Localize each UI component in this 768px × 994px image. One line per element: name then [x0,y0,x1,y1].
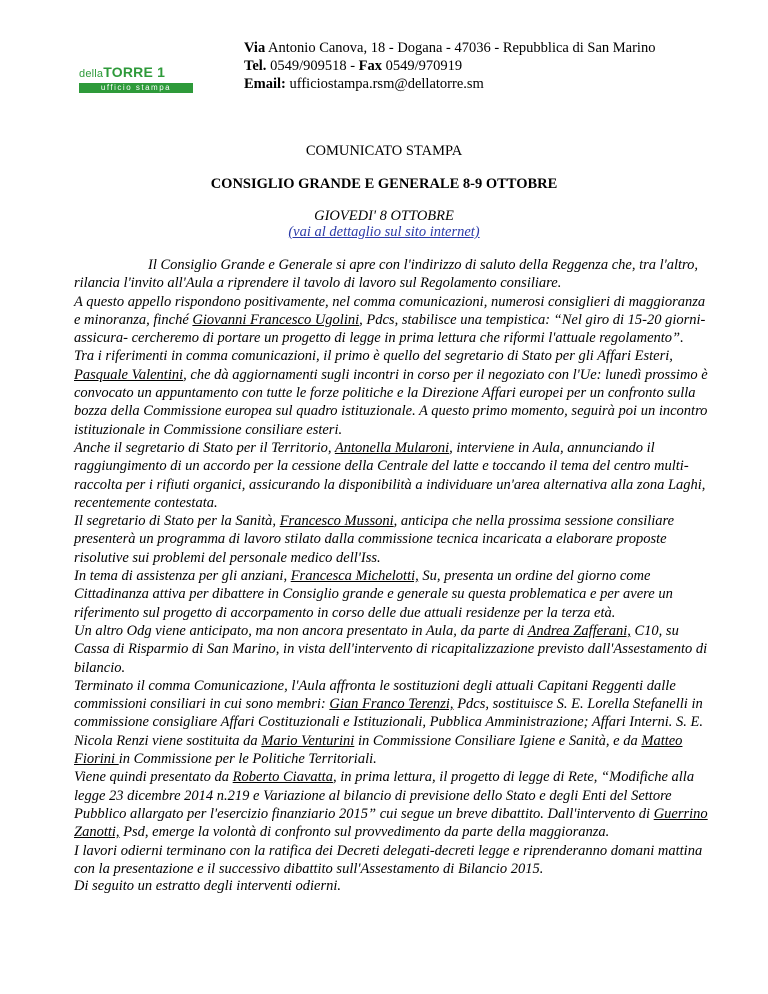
person-name: Francesco Mussoni [279,513,394,530]
person-name: Guerrino Zanotti, [74,805,708,841]
person-name: Gian Franco Terenzi, [329,696,454,713]
paragraph: I lavori odierni terminano con la ratifica dei Decreti delegati-decreti legge e riprenderanno domani mattina con la presentazione e il successivo dibattito sull'Assestamento di Bilancio 2015. [74,842,703,877]
person-name: Matteo Fiorini [74,732,683,768]
details-link[interactable]: (vai al dettaglio sul sito internet) [288,224,480,240]
email-line: Email: ufficiostampa.rsm@dellatorre.sm [244,76,484,92]
paragraph: Un altro Odg viene anticipato, ma non ancora presentato in Aula, da parte di Andrea Zafferani, C10, su Cassa di Risparmio di San Marino, in vista dell'intervento di ricapitalizzazione previsto dall'Assestamento di bilancio. [74,622,708,676]
person-name: Antonella Mularoni [334,439,450,456]
person-name: Roberto Ciavatta [232,769,333,786]
person-name: Pasquale Valentini [74,366,184,383]
person-name: Andrea Zafferani, [527,622,631,639]
paragraph: Viene quindi presentato da Roberto Ciavatta, in prima lettura, il progetto di legge di Rete, “Modifiche alla legge 23 dicembre 2014 n.219 e Variazione al bilancio di previsione dello Stato e degli Enti del Settore Pubblico allargato per l'esercizio finanziario 2015” cui segue un breve dibattito. Dall'intervento di Guerrino Zanotti, Psd, emerge la volontà di confronto sul provvedimento da parte della maggioranza. [74,769,708,841]
logo-subtitle: ufficio stampa [79,83,193,93]
logo-name: dellaTORRE 1 [79,64,166,80]
person-name: Mario Venturini [261,732,355,749]
paragraph: In tema di assistenza per gli anziani, Francesca Michelotti, Su, presenta un ordine del giorno come Cittadinanza attiva per dibattere in Consiglio grande e generale su questa problematica e per avere un riferimento sul progetto di accorpamento in corso delle due attuali residenze per la terza età. [74,568,673,621]
paragraph: Terminato il comma Comunicazione, l'Aula affronta le sostituzioni degli attuali Capitani Reggenti dalle commissioni consiliari in cui sono membri: Gian Franco Terenzi, Pdcs, sostituisce S. E. Lorella Stefanelli in commissione consigliare Affari Costituzionali e Istituzionali, Pubblica Amministrazione; Affari Interni. S. E. Nicola Renzi viene sostituita da Mario Venturini in Commissione Consiliare Igiene e Sanità, e da Matteo Fiorini in Commissione per le Politiche Territoriali. [74,677,704,768]
paragraph: A questo appello rispondono positivamente, nel comma comunicazioni, numerosi consiglieri di maggioranza e minoranza, finché Giovanni Francesco Ugolini, Pdcs, stabilisce una tempistica: “Nel giro di 15-20 giorni- assicura- cercheremo di portare un progetto di legge in prima lettura che riformi l'attuale regolamento”. [74,293,706,347]
paragraph: Anche il segretario di Stato per il Territorio, Antonella Mularoni, interviene in Aula, annunciando il raggiungimento di un accordo per la cessione della Centrale del latte e toccando il tema del centro multi-raccolta per i rifiuti organici, assicurando la disponibilità a individuare un'area alternativa alla zona Laghi, recentemente contestata. [74,439,706,511]
paragraph: Il Consiglio Grande e Generale si apre con l'indirizzo di saluto della Reggenza che, tra l'altro, rilancia l'invito all'Aula a riprendere il tavolo di lavoro sul Regolamento consiliare. [74,257,699,292]
paragraph: Tra i riferimenti in comma comunicazioni, il primo è quello del segretario di Stato per gli Affari Esteri, Pasquale Valentini, che dà aggiornamenti sugli incontri in corso per il negoziato con l'Ue: lunedì prossimo è convocato un appuntamento con tutte le forze politiche e la Direzione Affari europei per un confronto sulla bozza della Commissione europea sul quadro istituzionale. A questo primo momento, seguirà poi un incontro istituzionale in Commissione consiliare esteri. [74,348,708,438]
paragraph: Il segretario di Stato per la Sanità, Francesco Mussoni, anticipa che nella prossima sessione consiliare presenterà un programma di lavoro stilato dalla commissione tecnica incaricata a elaborare proposte risolutive sui problemi del personale medico dell'Iss. [74,513,675,566]
person-name: Giovanni Francesco Ugolini [192,311,360,328]
logo [79,64,193,93]
person-name: Francesca Michelotti, [290,568,419,585]
document-title: CONSIGLIO GRANDE E GENERALE 8-9 OTTOBRE [210,176,558,192]
contact-header [244,39,655,93]
session-date: GIOVEDI' 8 OTTOBRE [314,208,454,224]
closing-line: Di seguito un estratto degli interventi odierni. [74,878,342,894]
phone-line: Tel. 0549/909518 - Fax 0549/970919 [244,58,463,74]
comunicato-label: COMUNICATO STAMPA [305,143,463,159]
address-line: Via Antonio Canova, 18 - Dogana - 47036 - Repubblica di San Marino [244,40,656,56]
article-body [74,256,714,878]
